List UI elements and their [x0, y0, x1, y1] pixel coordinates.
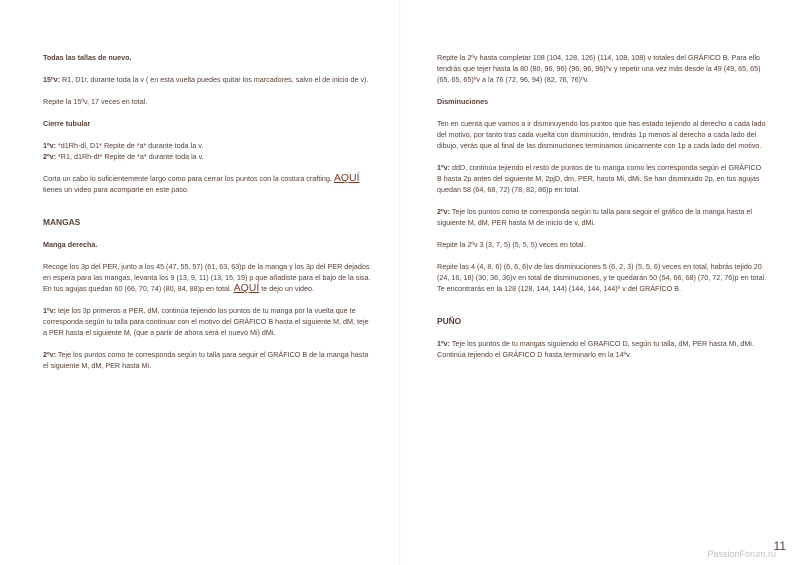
heading-all-sizes: Todas las tallas de nuevo. — [43, 53, 132, 62]
heading-decreases: Disminuciones — [437, 97, 489, 106]
video-link[interactable]: AQUÍ — [233, 282, 260, 294]
repeat-15-paragraph: Repite la 15ºv, 17 veces en total. — [43, 97, 148, 106]
repeat-decreases-paragraph: Repite las 4 (4, 8, 6) (6, 6, 6)v de las disminuciones 5 (6, 2, 3) (5, 5, 6) veces en total, habrás tejido 20 (24, 16, 18) (30, 36, 36)v en total de disminuciones, y te quedarán 50 (54, 66, 68) (70, 72, 76)p en total. — [437, 262, 767, 282]
heading-right-sleeve: Manga derecha. — [43, 240, 98, 249]
tubular-rounds-paragraph — [43, 140, 373, 162]
page-number: 11 — [773, 539, 786, 553]
cuff-round-1-paragraph — [437, 338, 767, 349]
cuff-continue-paragraph: Continúa tejiendo el GRÁFICO D hasta terminarlo en la 14ºv. — [437, 350, 632, 359]
round-label: 2ºv: — [43, 152, 57, 161]
round-label: 2ºv: — [43, 350, 57, 359]
paragraph-text: Recoge los 3p del PER, junto a los 45 (47, 55, 57) (61, 63, 63)p de la manga y los 3p del PER dejados en espera para las mangas, levanta los 9 (13, 9, 11) (13, 15, 19) p que añadiste para el bajo de la sisa. En tus agujas quedan 60 (66, 70, 74) (80, 84, 88)p en total. — [43, 262, 371, 293]
round-text: R1, D1r, durante toda la v ( en esta vuelta puedes quitar los marcadores, salvo el de inicio de v). — [60, 75, 369, 84]
left-column — [43, 52, 373, 382]
video-link[interactable]: AQUÍ — [333, 172, 360, 184]
decrease-round-1-paragraph — [437, 162, 767, 195]
sleeve-round-2-paragraph — [43, 349, 373, 371]
round-text: teje los 3p primeros a PER, dM, continúa tejiendo los puntos de tu manga por la vuelta que te corresponda según tu talla para continuar con el motivo del GRÁFICO B hasta el siguiente M, dM, teje a PER hasta el siguiente M, (que a partir de ahora será el nuevo Mi) dMi. — [43, 306, 369, 337]
round-label: 15ºv: — [43, 75, 61, 84]
round-text: Teje los puntos de tu mangas siguiendo el GRAFICO D, según tu talla, dM, PER hasta Mi, dMi. — [450, 339, 754, 348]
decreases-intro-paragraph: Ten en cuenta que vamos a ir disminuyendo los puntos que has estado tejiendo al derecho a cada lado del motivo, por tanto tras cada vuelta con disminución, tendrás 1p menos al derecho a cada lado del dibujo, verás que al final de las disminuciones terminamos únicamente con 1p a cada lado del motivo. — [437, 119, 766, 150]
end-count-paragraph: Te encontrarás en la 128 (128, 144, 144) (144, 144, 144)º v del GRÁFICO B. — [437, 284, 681, 293]
round-label: 2ºv: — [437, 207, 451, 216]
round-text: Teje los puntos como te corresponda según tu talla para seguir el gráfico de la manga hasta el siguiente M, dM, PER hasta M de inicio de v, dMi. — [437, 207, 752, 227]
page-gutter — [399, 0, 401, 565]
round-label: 1ºv: — [43, 306, 57, 315]
heading-sleeves: MANGAS — [43, 217, 81, 227]
watermark: PassionForum.ru — [707, 549, 776, 559]
repeat-round-2-paragraph: Repite la 2ºv 3 (3, 7, 5) (5, 5, 5) veces en total. — [437, 240, 586, 249]
cut-yarn-paragraph — [43, 173, 373, 195]
round-text: *d1Rh-dl, D1* Repite de *a* durante toda la v. — [56, 141, 204, 150]
round-text: Teje los puntos como te corresponda según tu talla para seguir el GRÁFICO B de la manga hasta el siguiente M, dM, PER hasta Mi. — [43, 350, 369, 370]
paragraph-text: te dejo un video. — [259, 284, 315, 293]
repeat-chart-b-paragraph: Repite la 2ºv hasta completar 108 (104, 128, 126) (114, 108, 108) v totales del GRÁFICO B. Para ello tendrás que tejer hasta la 80 (80, 96, 96) (96, 96, 96)ºv y repetir una vez más desde la 49 (49, 65, 65) (65, 65, 65)ºv a la 76 (72, 96, 94) (82, 76, 76)ºv. — [437, 53, 761, 84]
round-label: 1ºv: — [43, 141, 57, 150]
round-15-paragraph — [43, 74, 373, 85]
decrease-round-2-paragraph — [437, 206, 767, 228]
paragraph-text: Corta un cabo lo suficientemente largo como para cerrar los puntos con la costura crafting. — [43, 174, 334, 183]
round-text: *R1, d1Rh-dt* Repite de *a* durante toda la v. — [56, 152, 204, 161]
heading-tubular-bindoff: Cierre tubular — [43, 119, 91, 128]
pick-up-paragraph — [43, 261, 373, 294]
sleeve-round-1-paragraph — [43, 305, 373, 338]
round-label: 1ºv: — [437, 163, 451, 172]
round-text: ddD, continúa tejiendo el resto de puntos de tu manga como les corresponda según el GRÁFICO B hasta 2p antes del siguiente M, 2pjD, dm, PER, hasta Mi, dMi. Se han disminuido 2p, en tus agujas quedan 58 (64, 68, 72) (78, 82, 86)p en total. — [437, 163, 762, 194]
paragraph-text: tienes un video para acomparte en este paso. — [43, 185, 189, 194]
heading-cuff: PUÑO — [437, 316, 462, 326]
round-label: 1ºv: — [437, 339, 451, 348]
right-column — [437, 52, 767, 371]
